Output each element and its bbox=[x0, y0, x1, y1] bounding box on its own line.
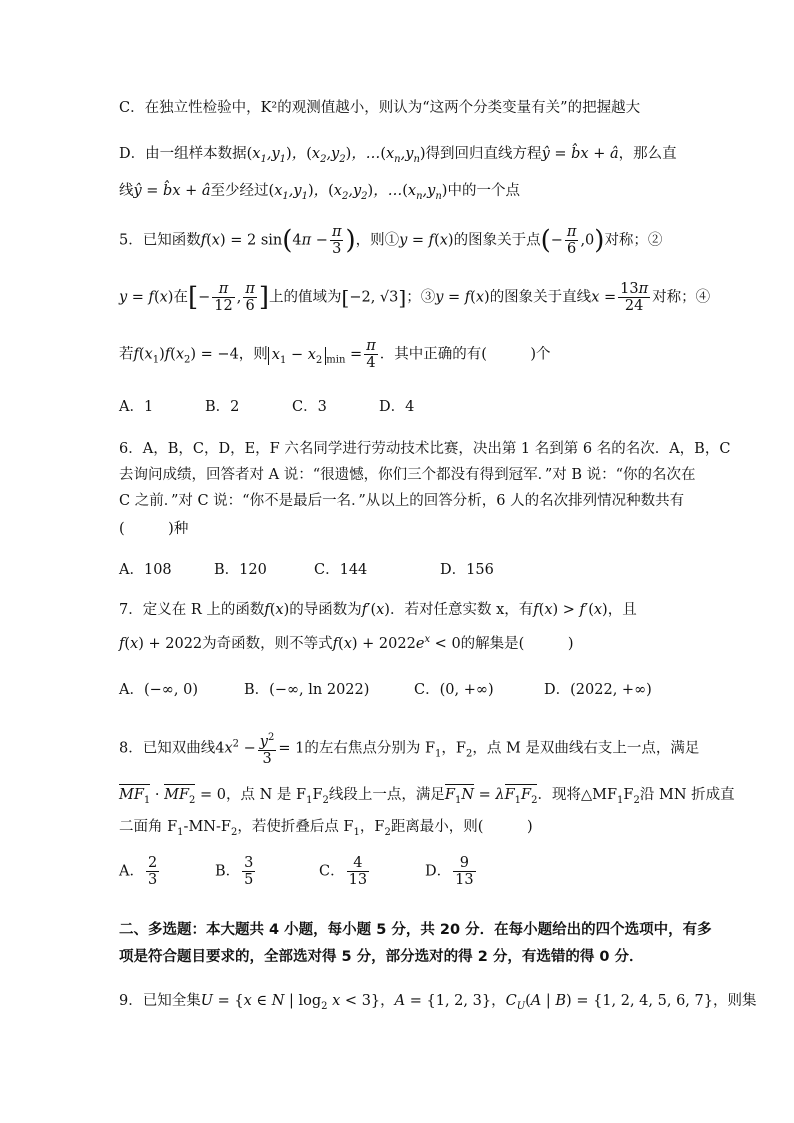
question-7-line2: f(x) + 2022为奇函数，则不等式$f(x) + 2022e^x < 0$的解集是( ) bbox=[119, 634, 574, 652]
question-9-line1: 9．已知全集U = {x ∈ N | $\log_2 x < 3$}，A = {1, 2, 3}，$C_U(A$ | B) = {1, 2, 4, 5, 6, 7}，则集 bbox=[119, 993, 757, 1012]
q6-option-b[interactable]: B．120 bbox=[214, 562, 267, 578]
q5-option-b[interactable]: B．2 bbox=[205, 399, 240, 415]
question-5-line3: 若$f(x_1)f(x_2) = -4$，则 $x_1 - x_2$ $_{min}$ = $\frac{\pi}{4}$ ．其中正确的有( )个 bbox=[119, 338, 551, 371]
q8-option-b[interactable]: B． $\frac{3}{5}$ bbox=[215, 855, 254, 888]
q6-option-d[interactable]: D．156 bbox=[440, 562, 494, 578]
option-d-line1: D．由一组样本数据$(x_1,y_1)$，$(x_2,y_2)$，$\dots(x_n,y_n)$得到回归直线方程ŷ = b̂x + â，那么直 bbox=[119, 146, 677, 165]
section-2-header-line1: 二、多选题：本大题共 4 小题，每小题 5 分，共 20 分．在每小题给出的四个选项中，有多 bbox=[119, 922, 712, 938]
q7-option-a[interactable]: A．(−∞, 0) bbox=[119, 682, 198, 698]
q7-option-c[interactable]: C．(0, +∞) bbox=[414, 682, 494, 698]
q5-option-d[interactable]: D．4 bbox=[379, 399, 415, 415]
question-6-line2: 去询问成绩，回答者对 A 说：“很遗憾，你们三个都没有得到冠军．”对 B 说：“你的名次在 bbox=[119, 467, 696, 483]
question-5-line1: 5．已知函数f(x) = 2 sin(4π − $\frac{\pi}{3}$ )，则①y = f(x)的图象关于点(− $\frac{\pi}{6}$ ,0)对称；② bbox=[119, 224, 663, 257]
question-8-options bbox=[119, 855, 478, 888]
q7-option-d[interactable]: D．(2022, +∞) bbox=[544, 682, 652, 698]
question-7-options bbox=[119, 678, 652, 699]
question-6-line4: ( )种 bbox=[119, 521, 189, 537]
question-8-line3: 二面角 $F_1-MN-F_2$，若使折叠后点 $F_1$，$F_2$距离最小，则( ) bbox=[119, 819, 533, 838]
question-5-line2: y = f(x)在[− $\frac{\pi}{12}$ , $\frac{\pi}{6}$ ]上的值域为[−2, √3]；③y = f(x)的图象关于直线x = $\frac{13\pi}{24}$ 对称；④ bbox=[119, 281, 711, 314]
q7-option-b[interactable]: B．(−∞, ln 2022) bbox=[244, 682, 370, 698]
question-7-line1: 7．定义在 R 上的函数f(x)的导函数为f′(x)．若对任意实数 x，有f(x) > f′(x)，且 bbox=[119, 602, 637, 618]
option-c-text: C．在独立性检验中，K²的观测值越小，则认为“这两个分类变量有关”的把握越大 bbox=[119, 100, 641, 116]
q8-option-d[interactable]: D． $\frac{9}{13}$ bbox=[425, 855, 474, 888]
question-6-options bbox=[119, 558, 494, 579]
q5-option-a[interactable]: A．1 bbox=[119, 399, 154, 415]
q5-option-c[interactable]: C．3 bbox=[292, 399, 327, 415]
question-5-options bbox=[119, 395, 414, 416]
section-2-header-line2: 项是符合题目要求的，全部选对得 5 分，部分选对的得 2 分，有选错的得 0 分． bbox=[119, 949, 644, 965]
question-6-line1: 6．A，B，C，D，E，F 六名同学进行劳动技术比赛，决出第 1 名到第 6 名的名次．A，B，C bbox=[119, 441, 731, 457]
question-8-line1: 8．已知双曲线$4x^2$ − $\frac{y^2}{3}$ = 1的左右焦点分别为 $F_1$，$F_2$，点 M 是双曲线右支上一点，满足 bbox=[119, 732, 700, 767]
q8-option-a[interactable]: A． $\frac{2}{3}$ bbox=[119, 855, 158, 888]
q6-option-a[interactable]: A．108 bbox=[119, 562, 172, 578]
q8-option-c[interactable]: C． $\frac{4}{13}$ bbox=[319, 855, 368, 888]
option-c-statement bbox=[119, 96, 640, 117]
option-d-line2: 线ŷ = b̂x + â至少经过$(x_1,y_1)$，$(x_2,y_2)$，$\dots(x_n,y_n)$中的一个点 bbox=[119, 183, 520, 202]
q6-option-c[interactable]: C．144 bbox=[314, 562, 368, 578]
question-6-line3: C 之前．”对 C 说：“你不是最后一名．”从以上的回答分析，6 人的名次排列情况种数共有 bbox=[119, 493, 685, 509]
question-8-line2: $MF_1 \cdot MF_2 = 0$，点 N 是 $F_1F_2$线段上一点，满足$F_1N = \lambda F_1F_2$．现将$\triangle MF_1F_2$沿 MN 折成直 bbox=[119, 787, 735, 806]
